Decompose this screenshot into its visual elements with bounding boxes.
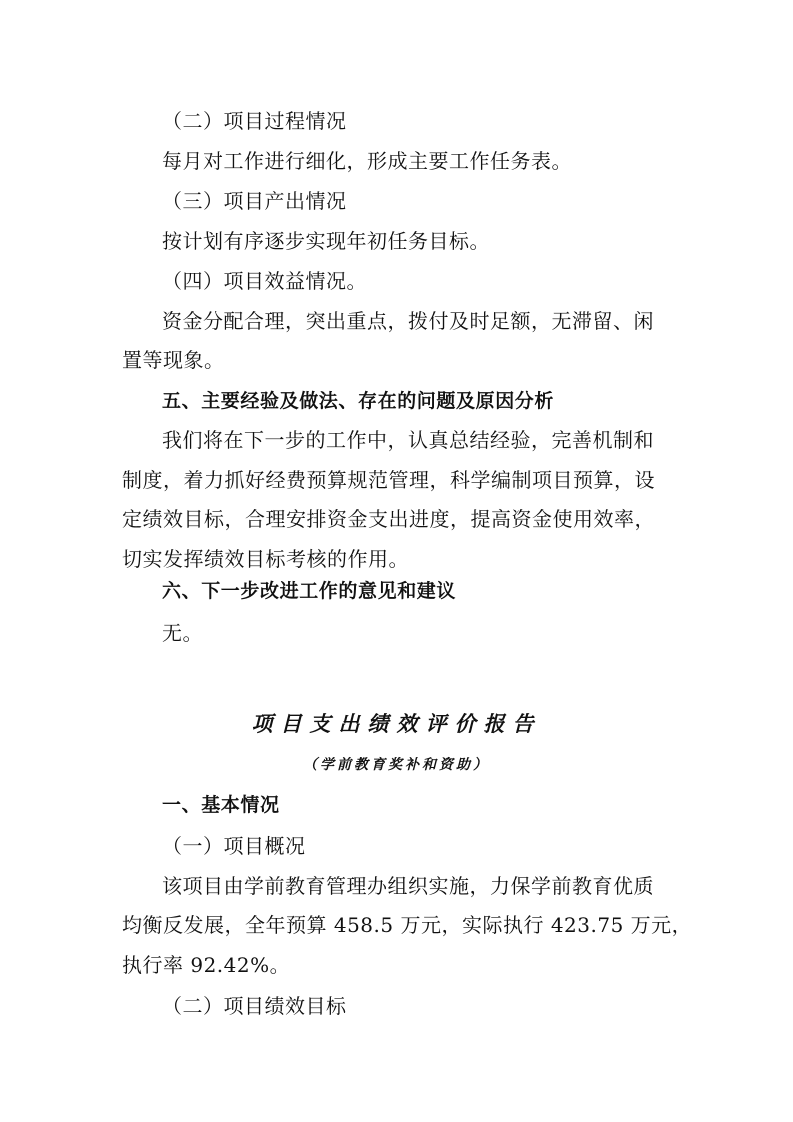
report-subtitle: （学前教育奖补和资助） <box>303 757 490 773</box>
output-text: 按计划有序逐步实现年初任务目标。 <box>162 229 490 253</box>
output-heading: （三）项目产出情况 <box>162 189 347 213</box>
section5-heading: 五、主要经验及做法、存在的问题及原因分析 <box>162 390 555 412</box>
overview-line3: 执行率 92.42%。 <box>122 953 291 977</box>
overview-line1: 该项目由学前教育管理办组织实施，力保学前教育优质 <box>162 874 654 898</box>
basic-heading: 一、基本情况 <box>162 794 280 816</box>
benefit-text-line2: 置等现象。 <box>122 348 225 372</box>
benefit-heading: （四）项目效益情况。 <box>162 269 367 293</box>
goals-heading: （二）项目绩效目标 <box>162 994 347 1018</box>
section5-line4: 切实发挥绩效目标考核的作用。 <box>122 547 409 571</box>
process-text: 每月对工作进行细化，形成主要工作任务表。 <box>162 149 572 173</box>
process-heading: （二）项目过程情况 <box>162 109 347 133</box>
section5-line1: 我们将在下一步的工作中，认真总结经验，完善机制和 <box>162 428 654 452</box>
section6-heading: 六、下一步改进工作的意见和建议 <box>162 580 457 602</box>
section5-line3: 定绩效目标，合理安排资金支出进度，提高资金使用效率， <box>122 507 655 531</box>
report-title: 项目支出绩效评价报告 <box>251 711 542 736</box>
overview-heading: （一）项目概况 <box>162 834 306 858</box>
section6-text: 无。 <box>162 621 203 645</box>
benefit-text-line1: 资金分配合理，突出重点，拨付及时足额，无滞留、闲 <box>162 309 654 333</box>
section5-line2: 制度，着力抓好经费预算规范管理，科学编制项目预算，设 <box>122 468 655 492</box>
overview-line2: 均衡反发展，全年预算 458.5 万元，实际执行 423.75 万元， <box>122 913 693 937</box>
